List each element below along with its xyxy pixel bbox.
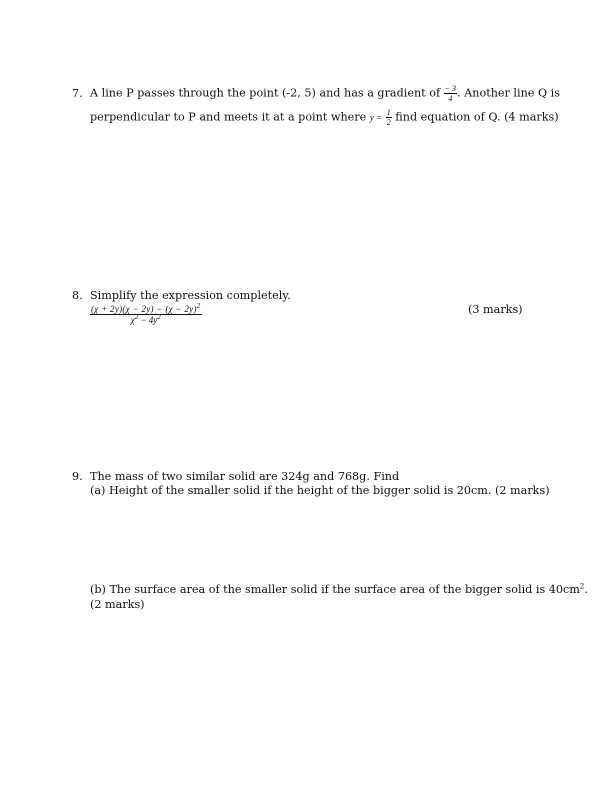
question-7-text-2b: find equation of Q. (4 marks) [395, 110, 559, 124]
question-9-part-a: (a) Height of the smaller solid if the height of the bigger solid is 20cm. (2 marks) [90, 484, 550, 497]
question-7-text-1b: . Another line Q is [457, 86, 561, 100]
question-9-part-b-end: . [584, 583, 588, 596]
half-denominator: 2 [386, 118, 391, 127]
question-8-number: 8. [72, 289, 83, 302]
gradient-denominator: 4 [448, 94, 453, 103]
expression-fraction [90, 304, 202, 325]
question-9-part-b-marks: (2 marks) [90, 598, 145, 611]
expression-denominator [90, 315, 202, 325]
expression-denominator-term: − 4y [138, 315, 158, 325]
y-variable: y = [369, 112, 383, 123]
question-9-part-b [90, 583, 588, 596]
question-9-part-b-text: (b) The surface area of the smaller solid if the surface area of the bigger solid is 40cm [90, 583, 580, 596]
expression-denominator-chi: χ [130, 315, 135, 325]
expression-numerator [90, 304, 202, 315]
question-9-part-b-exponent: 2 [579, 582, 585, 591]
question-8-text: Simplify the expression completely. [90, 289, 291, 302]
expression-denominator-exponent-2: 2 [157, 313, 161, 321]
question-7-number: 7. [72, 87, 83, 100]
half-numerator: 1 [386, 108, 391, 117]
question-7-text-2a: perpendicular to P and meets it at a point where [90, 110, 367, 124]
question-7-line-1 [90, 84, 560, 103]
expression-numerator-exponent: 2 [196, 302, 201, 310]
question-9-text: The mass of two similar solid are 324g and 768g. Find [90, 470, 400, 483]
gradient-fraction [444, 84, 457, 103]
question-9-number: 9. [72, 470, 83, 483]
expression-numerator-text: (χ + 2y)(χ − 2y) − (χ − 2y) [91, 304, 197, 314]
half-fraction [386, 108, 392, 127]
expression-denominator-exponent-1: 2 [134, 313, 139, 321]
question-7-line-2 [90, 108, 559, 127]
question-7-text-1a: A line P passes through the point (-2, 5) and has a gradient of [90, 86, 441, 100]
question-8-marks: (3 marks) [468, 303, 523, 316]
gradient-numerator: − 3 [444, 84, 457, 93]
